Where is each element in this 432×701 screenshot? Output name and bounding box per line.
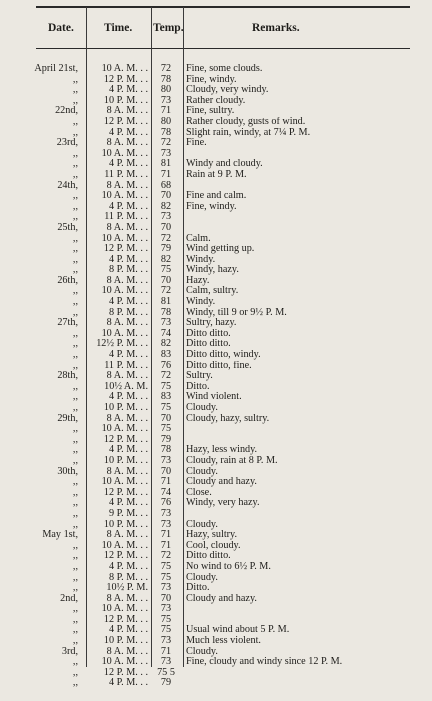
- time-cell: 4 P. M. . .: [108, 296, 148, 308]
- date-cell: ,,: [72, 677, 78, 689]
- remarks-cell: Cloudy and hazy.: [186, 477, 257, 488]
- table-row: [0, 414, 432, 425]
- table-row: [0, 286, 432, 297]
- time-cell: 4 P. M. . .: [108, 349, 148, 361]
- table-body: [0, 64, 432, 689]
- table-row: [0, 488, 432, 499]
- date-cell: ,,: [72, 126, 78, 138]
- temp-cell: 73: [160, 603, 172, 615]
- temp-cell: 78: [160, 73, 172, 85]
- remarks-cell: Calm.: [186, 233, 211, 244]
- date-cell: May 1st,: [42, 529, 78, 541]
- time-cell: 8 A. M. . .: [106, 137, 148, 149]
- table-row: [0, 615, 432, 626]
- table-row: [0, 382, 432, 393]
- date-cell: ,,: [72, 327, 78, 339]
- time-cell: 9 P. M. . .: [108, 507, 148, 519]
- date-cell: 30th,: [57, 465, 78, 477]
- time-cell: 10 P. M. . .: [103, 518, 148, 530]
- table-row: [0, 64, 432, 75]
- time-cell: 11 P. M. . .: [104, 359, 148, 371]
- temp-cell: 82: [160, 338, 172, 350]
- time-cell: 12 P. M. . .: [103, 486, 148, 498]
- temp-cell: 78: [160, 306, 172, 318]
- table-row: [0, 541, 432, 552]
- table-row: [0, 530, 432, 541]
- date-cell: ,,: [72, 296, 78, 308]
- date-cell: ,,: [72, 486, 78, 498]
- temp-cell: 73: [160, 317, 172, 329]
- date-cell: ,,: [72, 582, 78, 594]
- date-cell: ,,: [72, 507, 78, 519]
- temp-cell: 78: [160, 126, 172, 138]
- time-cell: 10 A. M. . .: [101, 63, 148, 74]
- time-cell: 8 A. M. . .: [106, 105, 148, 117]
- time-cell: 4 P. M. . .: [108, 84, 148, 96]
- table-row: [0, 509, 432, 520]
- remarks-cell: Much less violent.: [186, 636, 261, 647]
- time-cell: 8 A. M. . .: [106, 221, 148, 233]
- time-cell: 12½ P. M. . .: [96, 338, 148, 350]
- date-cell: ,,: [72, 454, 78, 466]
- date-cell: 23rd,: [56, 137, 78, 149]
- date-cell: ,,: [72, 264, 78, 276]
- temp-cell: 80: [160, 84, 172, 96]
- time-cell: 4 P. M. . .: [108, 497, 148, 509]
- date-cell: 27th,: [57, 317, 78, 329]
- remarks-cell: Fine.: [186, 138, 207, 149]
- date-cell: ,,: [72, 168, 78, 180]
- table-row: [0, 647, 432, 658]
- time-cell: 8 A. M. . .: [106, 529, 148, 541]
- time-cell: 10 A. M. . .: [101, 327, 148, 339]
- table-row: [0, 657, 432, 668]
- remarks-cell: Fine, sultry.: [186, 106, 235, 117]
- table-row: [0, 403, 432, 414]
- time-cell: 10½ A. M.: [104, 380, 148, 392]
- temp-cell: 70: [160, 465, 172, 477]
- time-cell: 10 A. M. . .: [101, 539, 148, 551]
- table-row: [0, 594, 432, 605]
- remarks-cell: Calm, sultry.: [186, 286, 239, 297]
- table-row: [0, 467, 432, 478]
- time-cell: 4 P. M. . .: [108, 560, 148, 572]
- time-cell: 10 P. M. . .: [103, 94, 148, 106]
- date-cell: ,,: [72, 550, 78, 562]
- time-cell: 4 P. M. . .: [108, 126, 148, 138]
- remarks-cell: Rather cloudy.: [186, 95, 246, 106]
- temp-cell: 72: [160, 550, 172, 562]
- temp-cell: 83: [160, 391, 172, 403]
- table-row: [0, 85, 432, 96]
- date-cell: ,,: [72, 444, 78, 456]
- date-cell: ,,: [72, 656, 78, 668]
- date-cell: ,,: [72, 73, 78, 85]
- temp-cell: 75: [160, 624, 172, 636]
- remarks-cell: Fine, some clouds.: [186, 64, 263, 74]
- date-cell: ,,: [72, 158, 78, 170]
- remarks-cell: Cool, cloudy.: [186, 540, 241, 551]
- table-row: [0, 445, 432, 456]
- remarks-cell: Wind violent.: [186, 392, 242, 403]
- time-cell: 10 P. M. . .: [103, 635, 148, 647]
- temp-cell: 75 5: [157, 666, 175, 678]
- temp-cell: 70: [160, 221, 172, 233]
- time-cell: 8 P. M. . .: [108, 571, 148, 583]
- remarks-cell: Cloudy.: [186, 403, 218, 413]
- header-remarks: Remarks.: [252, 22, 300, 34]
- date-cell: ,,: [72, 613, 78, 625]
- temp-cell: 82: [160, 200, 172, 212]
- table-row: [0, 255, 432, 266]
- date-cell: 24th,: [57, 179, 78, 191]
- remarks-cell: Cloudy.: [186, 519, 218, 530]
- temp-cell: 75: [160, 264, 172, 276]
- time-cell: 12 P. M. . .: [103, 550, 148, 562]
- time-cell: 4 P. M. . .: [108, 624, 148, 636]
- table-row: [0, 424, 432, 435]
- time-cell: 8 P. M. . .: [108, 264, 148, 276]
- table-row: [0, 551, 432, 562]
- date-cell: ,,: [72, 624, 78, 636]
- table-top-rule: [36, 6, 410, 8]
- temp-cell: 79: [160, 433, 172, 445]
- header-rule: [36, 48, 410, 49]
- date-cell: ,,: [72, 115, 78, 127]
- date-cell: ,,: [72, 380, 78, 392]
- date-cell: ,,: [72, 147, 78, 159]
- time-cell: 8 A. M. . .: [106, 412, 148, 424]
- date-cell: ,,: [72, 423, 78, 435]
- time-cell: 10 P. M. . .: [103, 454, 148, 466]
- time-cell: 12 P. M. . .: [103, 666, 148, 678]
- table-row: [0, 234, 432, 245]
- temp-cell: 72: [160, 285, 172, 297]
- remarks-cell: Rain at 9 P. M.: [186, 169, 247, 180]
- date-cell: ,,: [72, 433, 78, 445]
- date-cell: 2nd,: [60, 592, 78, 604]
- date-cell: ,,: [72, 285, 78, 297]
- temp-cell: 75: [160, 571, 172, 583]
- date-cell: 25th,: [57, 221, 78, 233]
- temp-cell: 73: [160, 147, 172, 159]
- remarks-cell: Usual wind about 5 P. M.: [186, 625, 290, 636]
- temp-cell: 72: [160, 63, 172, 74]
- temp-cell: 70: [160, 274, 172, 286]
- table-row: [0, 149, 432, 160]
- time-cell: 4 P. M. . .: [108, 677, 148, 689]
- table-row: [0, 223, 432, 234]
- time-cell: 10 P. M. . .: [103, 402, 148, 413]
- remarks-cell: Sultry, hazy.: [186, 318, 237, 329]
- table-row: [0, 339, 432, 350]
- date-cell: ,,: [72, 200, 78, 212]
- remarks-cell: Cloudy, rain at 8 P. M.: [186, 455, 278, 466]
- table-row: [0, 604, 432, 615]
- temp-cell: 72: [160, 232, 172, 244]
- temp-cell: 73: [160, 582, 172, 594]
- date-cell: ,,: [72, 94, 78, 106]
- temp-cell: 71: [160, 476, 172, 488]
- table-row: [0, 297, 432, 308]
- remarks-cell: Fine, cloudy and windy since 12 P. M.: [186, 657, 343, 668]
- temp-cell: 75: [160, 380, 172, 392]
- remarks-cell: Ditto.: [186, 381, 210, 392]
- temp-cell: 74: [160, 486, 172, 498]
- temp-cell: 71: [160, 645, 172, 657]
- date-cell: ,,: [72, 518, 78, 530]
- time-cell: 12 P. M. . .: [103, 243, 148, 255]
- remarks-cell: Windy, till 9 or 9½ P. M.: [186, 307, 287, 318]
- table-row: [0, 392, 432, 403]
- date-cell: ,,: [72, 84, 78, 96]
- time-cell: 12 P. M. . .: [103, 433, 148, 445]
- header-date: Date.: [48, 22, 74, 34]
- header-time: Time.: [104, 22, 133, 34]
- temp-cell: 71: [160, 539, 172, 551]
- date-cell: April 21st,: [34, 63, 78, 74]
- remarks-cell: Cloudy.: [186, 646, 218, 657]
- remarks-cell: Fine, windy.: [186, 74, 237, 85]
- temp-cell: 81: [160, 158, 172, 170]
- temp-cell: 75: [160, 402, 172, 413]
- time-cell: 8 A. M. . .: [106, 179, 148, 191]
- table-row: [0, 477, 432, 488]
- time-cell: 4 P. M. . .: [108, 391, 148, 403]
- table-row: [0, 159, 432, 170]
- date-cell: 28th,: [57, 370, 78, 382]
- table-row: [0, 625, 432, 636]
- date-cell: ,,: [72, 476, 78, 488]
- table-row: [0, 456, 432, 467]
- date-cell: ,,: [72, 243, 78, 255]
- remarks-cell: Slight rain, windy, at 7¼ P. M.: [186, 127, 311, 138]
- temp-cell: 74: [160, 327, 172, 339]
- time-cell: 12 P. M. . .: [103, 73, 148, 85]
- table-row: [0, 191, 432, 202]
- time-cell: 11 P. M. . .: [104, 168, 148, 180]
- time-cell: 10 A. M. . .: [101, 232, 148, 244]
- time-cell: 8 A. M. . .: [106, 645, 148, 657]
- time-cell: 10½ P. M.: [106, 582, 148, 594]
- date-cell: ,,: [72, 391, 78, 403]
- time-cell: 4 P. M. . .: [108, 253, 148, 265]
- time-cell: 10 A. M. . .: [101, 476, 148, 488]
- table-row: [0, 106, 432, 117]
- table-row: [0, 244, 432, 255]
- date-cell: ,,: [72, 232, 78, 244]
- time-cell: 10 A. M. . .: [101, 285, 148, 297]
- date-cell: ,,: [72, 560, 78, 572]
- table-row: [0, 371, 432, 382]
- temp-cell: 71: [160, 168, 172, 180]
- remarks-cell: Hazy, less windy.: [186, 445, 258, 456]
- temp-cell: 72: [160, 370, 172, 382]
- temp-cell: 73: [160, 211, 172, 223]
- date-cell: ,,: [72, 253, 78, 265]
- temp-cell: 73: [160, 656, 172, 668]
- temp-cell: 76: [160, 497, 172, 509]
- date-cell: ,,: [72, 571, 78, 583]
- date-cell: ,,: [72, 338, 78, 350]
- remarks-cell: Windy, hazy.: [186, 265, 239, 276]
- temp-cell: 75: [160, 423, 172, 435]
- temp-cell: 76: [160, 359, 172, 371]
- time-cell: 8 A. M. . .: [106, 274, 148, 286]
- time-cell: 10 A. M. . .: [101, 656, 148, 668]
- remarks-cell: No wind to 6½ P. M.: [186, 561, 271, 572]
- table-row: [0, 75, 432, 86]
- table-row: [0, 562, 432, 573]
- remarks-cell: Hazy.: [186, 275, 210, 286]
- date-cell: 29th,: [57, 412, 78, 424]
- date-cell: 22nd,: [55, 105, 78, 117]
- remarks-cell: Cloudy, very windy.: [186, 85, 269, 96]
- temp-cell: 73: [160, 635, 172, 647]
- table-row: [0, 573, 432, 584]
- time-cell: 8 P. M. . .: [108, 306, 148, 318]
- remarks-cell: Hazy, sultry.: [186, 530, 238, 541]
- temp-cell: 78: [160, 444, 172, 456]
- remarks-cell: Rather cloudy, gusts of wind.: [186, 116, 306, 127]
- date-cell: 3rd,: [61, 645, 78, 657]
- time-cell: 10 A. M. . .: [101, 190, 148, 202]
- temp-cell: 70: [160, 592, 172, 604]
- date-cell: ,,: [72, 306, 78, 318]
- remarks-cell: Ditto ditto, windy.: [186, 350, 261, 361]
- time-cell: 8 A. M. . .: [106, 465, 148, 477]
- temp-cell: 70: [160, 190, 172, 202]
- date-cell: ,,: [72, 539, 78, 551]
- remarks-cell: Wind getting up.: [186, 244, 255, 255]
- table-row: [0, 138, 432, 149]
- table-row: [0, 202, 432, 213]
- temp-cell: 83: [160, 349, 172, 361]
- header-temp: Temp.: [153, 22, 184, 34]
- temp-cell: 72: [160, 137, 172, 149]
- date-cell: ,,: [72, 349, 78, 361]
- remarks-cell: Sultry.: [186, 371, 213, 382]
- remarks-cell: Cloudy and hazy.: [186, 593, 257, 604]
- remarks-cell: Ditto.: [186, 583, 210, 594]
- table-row: [0, 276, 432, 287]
- date-cell: ,,: [72, 359, 78, 371]
- temp-cell: 71: [160, 105, 172, 117]
- date-cell: ,,: [72, 211, 78, 223]
- table-row: [0, 678, 432, 689]
- temp-cell: 75: [160, 613, 172, 625]
- time-cell: 8 A. M. . .: [106, 317, 148, 329]
- temp-cell: 70: [160, 412, 172, 424]
- date-cell: ,,: [72, 190, 78, 202]
- date-cell: ,,: [72, 603, 78, 615]
- temp-cell: 79: [160, 677, 172, 689]
- time-cell: 10 A. M. . .: [101, 423, 148, 435]
- remarks-cell: Windy and cloudy.: [186, 159, 263, 170]
- table-row: [0, 498, 432, 509]
- date-cell: ,,: [72, 635, 78, 647]
- time-cell: 8 A. M. . .: [106, 370, 148, 382]
- remarks-cell: Windy.: [186, 254, 216, 265]
- table-row: [0, 435, 432, 446]
- temp-cell: 68: [160, 179, 172, 191]
- temp-cell: 73: [160, 454, 172, 466]
- time-cell: 10 A. M. . .: [101, 147, 148, 159]
- temp-cell: 82: [160, 253, 172, 265]
- date-cell: ,,: [72, 402, 78, 413]
- remarks-cell: Ditto ditto, fine.: [186, 360, 252, 371]
- temp-cell: 75: [160, 560, 172, 572]
- time-cell: 12 P. M. . .: [103, 115, 148, 127]
- time-cell: 4 P. M. . .: [108, 200, 148, 212]
- remarks-cell: Fine and calm.: [186, 191, 247, 202]
- remarks-cell: Close.: [186, 487, 212, 498]
- remarks-cell: Windy.: [186, 297, 216, 308]
- time-cell: 8 A. M. . .: [106, 592, 148, 604]
- remarks-cell: Windy, very hazy.: [186, 498, 260, 509]
- temp-cell: 73: [160, 94, 172, 106]
- remarks-cell: Cloudy.: [186, 466, 218, 477]
- temp-cell: 79: [160, 243, 172, 255]
- temp-cell: 71: [160, 529, 172, 541]
- table-row: [0, 350, 432, 361]
- remarks-cell: Cloudy.: [186, 572, 218, 583]
- remarks-cell: Ditto ditto.: [186, 551, 231, 562]
- table-row: [0, 318, 432, 329]
- time-cell: 4 P. M. . .: [108, 158, 148, 170]
- temp-cell: 73: [160, 507, 172, 519]
- temp-cell: 73: [160, 518, 172, 530]
- remarks-cell: Ditto ditto.: [186, 328, 231, 339]
- table-row: [0, 117, 432, 128]
- remarks-cell: Cloudy, hazy, sultry.: [186, 413, 270, 424]
- time-cell: 11 P. M. . .: [104, 211, 148, 223]
- time-cell: 10 A. M. . .: [101, 603, 148, 615]
- date-cell: 26th,: [57, 274, 78, 286]
- temp-cell: 81: [160, 296, 172, 308]
- temp-cell: 80: [160, 115, 172, 127]
- table-row: [0, 181, 432, 192]
- date-cell: ,,: [72, 497, 78, 509]
- table-row: [0, 329, 432, 340]
- table-row: [0, 170, 432, 181]
- date-cell: ,,: [72, 666, 78, 678]
- time-cell: 4 P. M. . .: [108, 444, 148, 456]
- table-row: [0, 668, 432, 679]
- time-cell: 12 P. M. . .: [103, 613, 148, 625]
- remarks-cell: Fine, windy.: [186, 201, 237, 212]
- remarks-cell: Ditto ditto.: [186, 339, 231, 350]
